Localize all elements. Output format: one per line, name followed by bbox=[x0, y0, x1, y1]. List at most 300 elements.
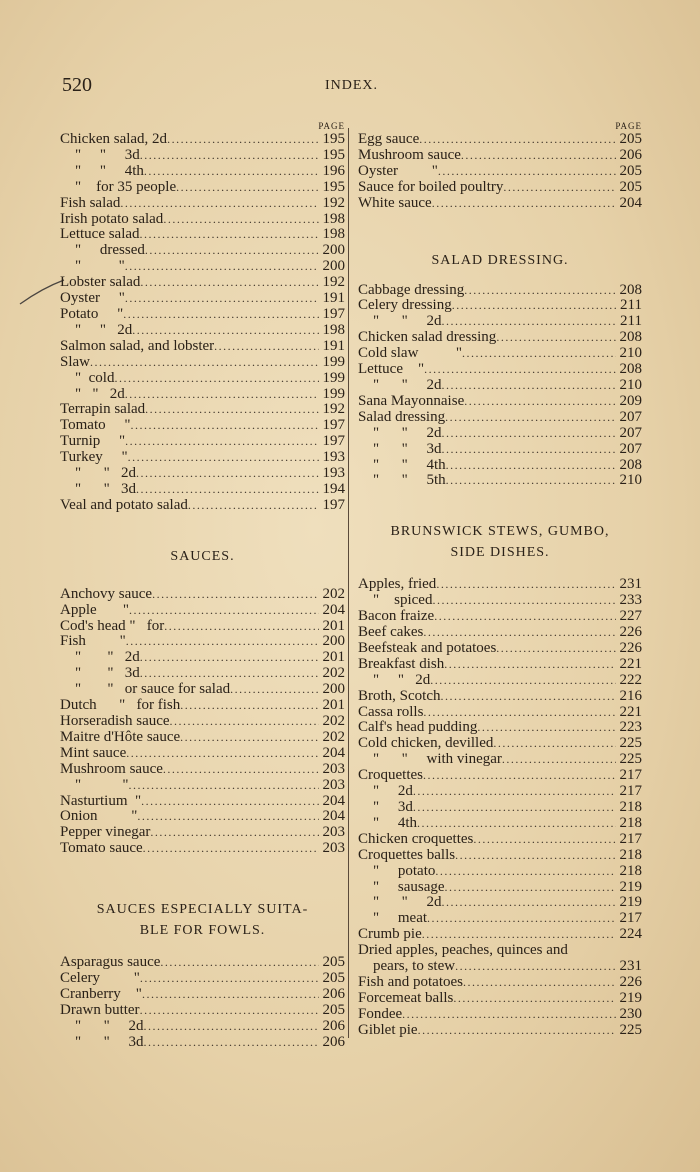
entry-page-number: 210 bbox=[619, 376, 642, 393]
index-entry bbox=[60, 307, 345, 323]
dot-leader bbox=[422, 927, 616, 943]
dot-leader bbox=[427, 911, 615, 927]
entry-page-number: 207 bbox=[619, 424, 642, 441]
entry-title: Salad dressing bbox=[358, 408, 446, 425]
index-entry bbox=[358, 410, 642, 426]
entry-page-number: 231 bbox=[619, 958, 642, 975]
entry-title: pears, to stew bbox=[358, 958, 456, 975]
dot-leader bbox=[230, 682, 318, 698]
entry-title: Cold chicken, devilled bbox=[358, 735, 494, 752]
entry-page-number: 200 bbox=[322, 681, 345, 698]
dot-leader bbox=[163, 762, 319, 778]
entry-page-number: 206 bbox=[322, 1017, 345, 1034]
entry-title: Celery dressing bbox=[358, 297, 452, 314]
right-block-2 bbox=[358, 283, 642, 490]
entry-page-number: 208 bbox=[619, 456, 642, 473]
dot-leader bbox=[502, 752, 616, 768]
entry-title: Drawn butter bbox=[60, 1001, 140, 1018]
index-entry bbox=[358, 895, 642, 911]
entry-page-number: 205 bbox=[322, 954, 345, 971]
entry-title: Cassa rolls bbox=[358, 703, 424, 720]
entry-title: " " 5th bbox=[358, 472, 446, 489]
entry-title: " " 2d bbox=[60, 465, 136, 482]
dot-leader bbox=[432, 196, 616, 212]
index-entry bbox=[358, 609, 642, 625]
entry-title: Tomato sauce bbox=[60, 840, 143, 857]
index-entry bbox=[358, 705, 642, 721]
entry-page-number: 204 bbox=[322, 808, 345, 825]
entry-title: Asparagus sauce bbox=[60, 954, 161, 971]
entry-page-number: 233 bbox=[619, 592, 642, 609]
index-entry bbox=[60, 825, 345, 841]
entry-page-number: 204 bbox=[619, 194, 642, 211]
index-entry bbox=[358, 768, 642, 784]
left-block-1 bbox=[60, 132, 345, 514]
index-entry bbox=[358, 625, 642, 641]
entry-title: " " 2d bbox=[358, 671, 431, 688]
dot-leader bbox=[125, 434, 318, 450]
index-entry bbox=[358, 196, 642, 212]
page-number: 520 bbox=[62, 74, 92, 96]
entry-title: " " 3d bbox=[60, 665, 140, 682]
index-entry bbox=[60, 650, 345, 666]
entry-page-number: 226 bbox=[619, 639, 642, 656]
entry-title: " " 2d bbox=[60, 1017, 144, 1034]
dot-leader bbox=[114, 371, 318, 387]
page-column-header-right: PAGE bbox=[615, 121, 642, 131]
entry-page-number: 204 bbox=[322, 744, 345, 761]
index-entry bbox=[60, 164, 345, 180]
dot-leader bbox=[462, 346, 615, 362]
index-entry bbox=[60, 666, 345, 682]
index-entry bbox=[60, 1019, 345, 1035]
entry-title: " " 4th bbox=[60, 162, 144, 179]
dot-leader bbox=[176, 180, 318, 196]
dot-leader bbox=[413, 800, 616, 816]
dot-leader bbox=[442, 378, 616, 394]
entry-title: " " with vinegar bbox=[358, 751, 502, 768]
index-entry bbox=[358, 752, 642, 768]
dot-leader bbox=[180, 730, 318, 746]
dot-leader bbox=[145, 243, 319, 259]
dot-leader bbox=[140, 275, 318, 291]
entry-title: " meat bbox=[358, 910, 428, 927]
dot-leader bbox=[132, 323, 318, 339]
entry-title: Apple " bbox=[60, 601, 130, 618]
index-entry bbox=[60, 682, 345, 698]
dot-leader bbox=[128, 450, 319, 466]
entry-title: Cabbage dressing bbox=[358, 281, 465, 298]
dot-leader bbox=[143, 841, 319, 857]
entry-page-number: 217 bbox=[619, 783, 642, 800]
entry-page-number: 230 bbox=[619, 1005, 642, 1022]
entry-title: " " 2d bbox=[60, 385, 125, 402]
entry-page-number: 209 bbox=[619, 392, 642, 409]
entry-title: Cranberry " bbox=[60, 985, 142, 1002]
index-entry bbox=[60, 619, 345, 635]
index-entry bbox=[60, 955, 345, 971]
entry-page-number: 193 bbox=[322, 465, 345, 482]
entry-page-number: 217 bbox=[619, 830, 642, 847]
entry-title: " 3d bbox=[358, 799, 413, 815]
entry-page-number: 206 bbox=[322, 985, 345, 1002]
dot-leader bbox=[163, 212, 318, 228]
entry-page-number: 217 bbox=[619, 767, 642, 784]
entry-title: Mushroom sauce bbox=[358, 146, 461, 163]
index-entry bbox=[60, 212, 345, 228]
index-entry bbox=[358, 975, 642, 991]
entry-page-number: 195 bbox=[322, 131, 345, 147]
entry-page-number: 205 bbox=[619, 131, 642, 147]
dot-leader bbox=[444, 657, 615, 673]
dot-leader bbox=[180, 698, 318, 714]
page-column-header: PAGE bbox=[318, 121, 345, 131]
entry-page-number: 202 bbox=[322, 665, 345, 682]
entry-page-number: 227 bbox=[619, 608, 642, 625]
entry-title: Croquettes bbox=[358, 767, 423, 784]
entry-page-number: 210 bbox=[619, 472, 642, 489]
section-heading-brunswick: BRUNSWICK STEWS, GUMBO, SIDE DISHES. bbox=[390, 524, 610, 561]
dot-leader bbox=[430, 673, 615, 689]
entry-title: Slaw bbox=[60, 353, 90, 370]
entry-page-number: 202 bbox=[322, 585, 345, 602]
dot-leader bbox=[432, 593, 615, 609]
dot-leader bbox=[140, 971, 319, 987]
entry-page-number: 202 bbox=[322, 728, 345, 745]
entry-page-number: 195 bbox=[322, 146, 345, 163]
entry-page-number: 211 bbox=[620, 313, 642, 330]
entry-title: " " 2d bbox=[358, 894, 442, 911]
dot-leader bbox=[125, 291, 319, 307]
dot-leader bbox=[126, 634, 319, 650]
dot-leader bbox=[144, 1019, 319, 1035]
dot-leader bbox=[140, 666, 319, 682]
section-heading-salad-dressing: SALAD DRESSING. bbox=[431, 252, 569, 268]
index-entry bbox=[358, 593, 642, 609]
index-entry bbox=[358, 1023, 642, 1039]
dot-leader bbox=[137, 809, 318, 825]
index-entry bbox=[60, 634, 345, 650]
entry-title: " " 3d bbox=[358, 440, 442, 457]
dot-leader bbox=[418, 1023, 616, 1039]
entry-page-number: 217 bbox=[619, 910, 642, 927]
entry-page-number: 225 bbox=[619, 1021, 642, 1038]
entry-page-number: 198 bbox=[322, 210, 345, 227]
entry-page-number: 205 bbox=[619, 178, 642, 195]
dot-leader bbox=[160, 955, 318, 971]
entry-page-number: 199 bbox=[322, 385, 345, 402]
index-entry bbox=[358, 362, 642, 378]
entry-page-number: 192 bbox=[322, 274, 345, 291]
entry-title: Salmon salad, and lobster bbox=[60, 337, 215, 354]
entry-title: Breakfast dish bbox=[358, 655, 445, 672]
dot-leader bbox=[136, 482, 319, 498]
index-entry bbox=[358, 378, 642, 394]
entry-page-number: 231 bbox=[619, 576, 642, 593]
entry-page-number: 205 bbox=[619, 162, 642, 179]
entry-page-number: 203 bbox=[322, 760, 345, 777]
entry-page-number: 207 bbox=[619, 408, 642, 425]
index-entry bbox=[358, 689, 642, 705]
dot-leader bbox=[136, 466, 319, 482]
index-entry bbox=[60, 259, 345, 275]
index-entry bbox=[60, 730, 345, 746]
entry-title: Giblet pie bbox=[358, 1021, 418, 1038]
entry-title: " cold bbox=[60, 369, 115, 386]
entry-title: Forcemeat balls bbox=[358, 989, 454, 1006]
dot-leader bbox=[442, 314, 617, 330]
index-entry bbox=[358, 132, 642, 148]
dot-leader bbox=[453, 991, 615, 1007]
entry-title: Potato " bbox=[60, 305, 124, 322]
entry-page-number: 192 bbox=[322, 401, 345, 418]
index-entry bbox=[358, 330, 642, 346]
entry-page-number: 199 bbox=[322, 353, 345, 370]
entry-title: Oyster " bbox=[60, 290, 125, 307]
entry-title: Oyster " bbox=[358, 162, 438, 179]
dot-leader bbox=[424, 362, 615, 378]
entry-title: " " 3d bbox=[60, 146, 140, 163]
index-entry bbox=[60, 987, 345, 1003]
dot-leader bbox=[90, 355, 319, 371]
dot-leader bbox=[423, 625, 615, 641]
entry-page-number: 219 bbox=[619, 878, 642, 895]
right-block-1 bbox=[358, 132, 642, 212]
index-entry bbox=[60, 434, 345, 450]
index-entry bbox=[60, 714, 345, 730]
entry-title: Sauce for boiled poultry bbox=[358, 178, 504, 195]
entry-title: Turkey " bbox=[60, 449, 128, 466]
entry-title: " 2d bbox=[358, 783, 413, 800]
left-column bbox=[60, 120, 345, 1051]
entry-title: Mint sauce bbox=[60, 744, 127, 761]
entry-title: Irish potato salad bbox=[60, 210, 164, 227]
entry-page-number: 216 bbox=[619, 687, 642, 704]
entry-page-number: 208 bbox=[619, 361, 642, 378]
entry-title: " potato bbox=[358, 862, 436, 879]
entry-page-number: 203 bbox=[322, 840, 345, 857]
entry-title: " " 3d bbox=[60, 1033, 144, 1050]
index-entry bbox=[60, 387, 345, 403]
entry-page-number: 226 bbox=[619, 624, 642, 641]
dot-leader bbox=[503, 180, 615, 196]
index-entry bbox=[60, 603, 345, 619]
entry-title: Apples, fried bbox=[358, 576, 437, 593]
entry-title: Anchovy sauce bbox=[60, 585, 153, 602]
entry-page-number: 225 bbox=[619, 735, 642, 752]
entry-page-number: 198 bbox=[322, 226, 345, 243]
entry-title: Terrapin salad bbox=[60, 401, 146, 418]
dot-leader bbox=[493, 736, 615, 752]
section-heading-fowl-sauces: SAUCES ESPECIALLY SUITA- BLE FOR FOWLS. bbox=[96, 902, 309, 939]
index-entry bbox=[60, 339, 345, 355]
dot-leader bbox=[496, 330, 615, 346]
index-entry bbox=[358, 943, 642, 959]
entry-title: Egg sauce bbox=[358, 131, 420, 147]
index-entry bbox=[60, 466, 345, 482]
entry-page-number: 221 bbox=[619, 655, 642, 672]
index-entry bbox=[60, 355, 345, 371]
index-entry bbox=[358, 911, 642, 927]
entry-page-number: 201 bbox=[322, 697, 345, 714]
entry-title: Tomato " bbox=[60, 417, 131, 434]
entry-page-number: 206 bbox=[322, 1033, 345, 1050]
dot-leader bbox=[140, 1003, 319, 1019]
column-divider bbox=[348, 128, 349, 1038]
dot-leader bbox=[442, 895, 616, 911]
dot-leader bbox=[167, 132, 318, 148]
entry-title: Turnip " bbox=[60, 433, 126, 450]
entry-title: " " 3d bbox=[60, 480, 136, 497]
index-entry bbox=[60, 1003, 345, 1019]
entry-title: Beef cakes bbox=[358, 624, 424, 641]
dot-leader bbox=[455, 959, 615, 975]
index-entry bbox=[60, 196, 345, 212]
index-entry bbox=[358, 959, 642, 975]
entry-page-number: 197 bbox=[322, 496, 345, 513]
entry-title: " " 2d bbox=[358, 376, 442, 393]
dot-leader bbox=[402, 1007, 615, 1023]
dot-leader bbox=[145, 402, 318, 418]
dot-leader bbox=[442, 442, 616, 458]
entry-title: " spiced bbox=[358, 592, 433, 609]
dot-leader bbox=[464, 394, 615, 410]
dot-leader bbox=[417, 816, 615, 832]
dot-leader bbox=[455, 848, 615, 864]
entry-title: Chicken salad, 2d bbox=[60, 131, 168, 147]
entry-title: Fish " bbox=[60, 633, 126, 650]
entry-title: Fondee bbox=[358, 1005, 403, 1022]
index-entry bbox=[60, 132, 345, 148]
dot-leader bbox=[140, 650, 319, 666]
dot-leader bbox=[435, 864, 615, 880]
dot-leader bbox=[129, 603, 318, 619]
entry-page-number: 199 bbox=[322, 369, 345, 386]
entry-page-number: 218 bbox=[619, 814, 642, 831]
entry-page-number: 206 bbox=[619, 146, 642, 163]
index-entry bbox=[358, 736, 642, 752]
entry-title: Broth, Scotch bbox=[358, 687, 441, 704]
entry-title: Fish and potatoes bbox=[358, 973, 463, 990]
entry-title: " 4th bbox=[358, 814, 418, 831]
entry-page-number: 197 bbox=[322, 305, 345, 322]
index-entry bbox=[60, 1035, 345, 1051]
dot-leader bbox=[445, 880, 616, 896]
index-entry bbox=[60, 778, 345, 794]
index-entry bbox=[60, 275, 345, 291]
entry-title: Dutch " for fish bbox=[60, 697, 181, 714]
right-block-3 bbox=[358, 577, 642, 1038]
dot-leader bbox=[434, 609, 615, 625]
index-entry bbox=[358, 784, 642, 800]
entry-title: Chicken salad dressing bbox=[358, 329, 497, 346]
entry-title: " " or sauce for salad bbox=[60, 681, 231, 698]
running-title: INDEX. bbox=[325, 78, 379, 93]
index-entry bbox=[60, 418, 345, 434]
entry-page-number: 205 bbox=[322, 1001, 345, 1018]
dot-leader bbox=[144, 164, 319, 180]
right-column bbox=[358, 120, 642, 1039]
index-entry bbox=[60, 450, 345, 466]
dot-leader bbox=[442, 426, 616, 442]
dot-leader bbox=[446, 473, 616, 489]
entry-page-number: 200 bbox=[322, 633, 345, 650]
entry-page-number: 193 bbox=[322, 449, 345, 466]
index-entry bbox=[358, 473, 642, 489]
dot-leader bbox=[477, 720, 615, 736]
dot-leader bbox=[441, 689, 616, 705]
dot-leader bbox=[125, 259, 319, 275]
entry-page-number: 219 bbox=[619, 989, 642, 1006]
index-entry bbox=[60, 371, 345, 387]
entry-title: " sausage bbox=[358, 878, 445, 895]
index-entry bbox=[358, 720, 642, 736]
entry-page-number: 207 bbox=[619, 440, 642, 457]
dot-leader bbox=[130, 418, 318, 434]
index-entry bbox=[358, 816, 642, 832]
entry-page-number: 197 bbox=[322, 433, 345, 450]
dot-leader bbox=[461, 148, 616, 164]
entry-title: Cod's head " for bbox=[60, 617, 165, 634]
entry-page-number: 201 bbox=[322, 649, 345, 666]
entry-title: Veal and potato salad bbox=[60, 496, 188, 513]
dot-leader bbox=[120, 196, 318, 212]
index-entry bbox=[358, 1007, 642, 1023]
entry-page-number: 219 bbox=[619, 894, 642, 911]
entry-page-number: 208 bbox=[619, 281, 642, 298]
dot-leader bbox=[123, 307, 318, 323]
entry-page-number: 221 bbox=[619, 703, 642, 720]
entry-page-number: 226 bbox=[619, 973, 642, 990]
entry-title: " " 2d bbox=[60, 649, 140, 666]
entry-title: Sana Mayonnaise bbox=[358, 392, 465, 409]
dot-leader bbox=[436, 577, 615, 593]
index-entry bbox=[358, 164, 642, 180]
dot-leader bbox=[144, 1035, 319, 1051]
entry-page-number: 208 bbox=[619, 329, 642, 346]
dot-leader bbox=[452, 298, 616, 314]
entry-title: Onion " bbox=[60, 808, 138, 825]
dot-leader bbox=[423, 705, 615, 721]
entry-page-number: 218 bbox=[619, 799, 642, 815]
entry-title: Nasturtium " bbox=[60, 792, 142, 809]
pencil-mark bbox=[18, 276, 66, 306]
dot-leader bbox=[496, 641, 615, 657]
entry-title: Chicken croquettes bbox=[358, 830, 474, 847]
index-entry bbox=[358, 880, 642, 896]
entry-page-number: 202 bbox=[322, 713, 345, 729]
entry-page-number: 200 bbox=[322, 258, 345, 275]
index-entry bbox=[358, 283, 642, 299]
index-entry bbox=[60, 762, 345, 778]
entry-title: " " 2d bbox=[358, 313, 442, 330]
entry-page-number: 192 bbox=[322, 194, 345, 211]
left-block-2 bbox=[60, 587, 345, 857]
dot-leader bbox=[164, 619, 318, 635]
entry-title: Horseradish sauce bbox=[60, 713, 170, 729]
index-entry bbox=[60, 323, 345, 339]
entry-page-number: 204 bbox=[322, 792, 345, 809]
entry-title: Beefsteak and potatoes bbox=[358, 639, 497, 656]
entry-title: Fish salad bbox=[60, 194, 121, 211]
entry-title: Croquettes balls bbox=[358, 846, 456, 863]
entry-page-number: 218 bbox=[619, 846, 642, 863]
entry-title: Lettuce salad bbox=[60, 226, 140, 243]
index-entry bbox=[358, 864, 642, 880]
entry-title: " " bbox=[60, 258, 125, 275]
entry-title: " dressed bbox=[60, 242, 145, 259]
dot-leader bbox=[423, 768, 616, 784]
